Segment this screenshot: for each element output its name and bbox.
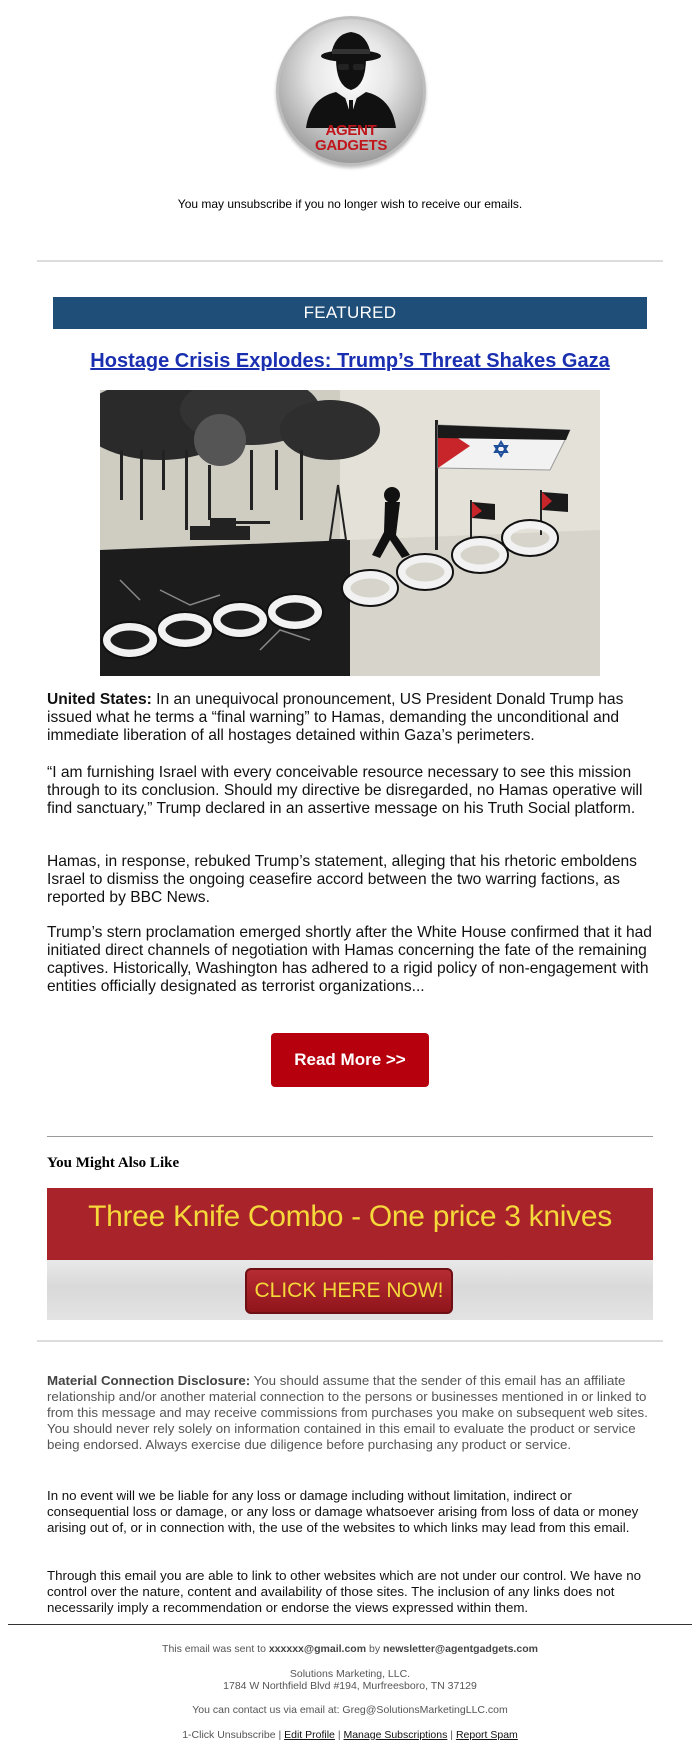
featured-label: FEATURED: [53, 297, 647, 329]
article-paragraph-4: Trump’s stern proclamation emerged shortly after the White House confirmed that it had initiated direct channels of negotiation with Hamas concerning the fate of the remaining captives. Historically, Washington has adhered to a rigid policy of non-engagement with entities officially designated as terrorist organizations...: [47, 924, 652, 995]
agent-gadgets-logo[interactable]: [276, 16, 426, 168]
recipient-email: xxxxxx@gmail.com: [268, 1643, 367, 1655]
company-address: 1784 W Northfield Blvd #194, Murfreesboro, TN 37129: [223, 1680, 477, 1692]
disclosure-p1-text: You should assume that the sender of this email has an affiliate relationship and/or another material connection to the persons or businesses mentioned in or linked to from this message and may receive commissions from purchases you make on subsequent web sites. You should never rely solely on information contained in this email to evaluate the product or service being endorsed. Always exercise due diligence before purchasing any product or service.: [47, 1373, 648, 1452]
contact-line: You can contact us via email at: Greg@SolutionsMarketingLLC.com: [192, 1704, 508, 1716]
liability-paragraph: In no event will we be liable for any loss or damage including without limitation, indirect or consequential loss or damage, or any loss or damage whatsoever arising from loss of data or money arising out of, or in connection with, the use of the websites to which links may lead from this email.: [47, 1488, 639, 1535]
manage-subscriptions-link[interactable]: Manage Subscriptions: [343, 1729, 448, 1741]
knife-combo-ad-banner[interactable]: [47, 1188, 653, 1320]
article-headline-link[interactable]: Hostage Crisis Explodes: Trump’s Threat Shakes Gaza: [90, 350, 610, 372]
article-paragraph-2: “I am furnishing Israel with every conceivable resource necessary to see this mission through to its conclusion. Should my directive be disregarded, no Hamas operative will find sanctuary,” Trump declared in an assertive message on his Truth Social platform.: [47, 764, 643, 817]
one-click-unsubscribe-link[interactable]: 1-Click Unsubscribe: [182, 1729, 276, 1741]
footer-divider: [8, 1624, 692, 1625]
material-disclosure: [47, 1373, 653, 1453]
you-might-also-like-heading: You Might Also Like: [47, 1155, 180, 1171]
sent-prefix: This email was sent to: [162, 1643, 269, 1655]
sender-email: newsletter@agentgadgets.com: [383, 1643, 538, 1655]
footer-links: 1-Click Unsubscribe | Edit Profile | Manage Subscriptions | Report Spam: [182, 1729, 518, 1741]
logo-line-gadgets: GADGETS: [314, 137, 388, 154]
article-paragraph-3: Hamas, in response, rebuked Trump’s statement, alleging that his rhetoric emboldens Israel to dismiss the ongoing ceasefire accord between the two warring factions, as reported by BBC News.: [47, 853, 637, 906]
disclosure-title: Material Connection Disclosure:: [47, 1373, 251, 1388]
unsubscribe-notice: You may unsubscribe if you no longer wish to receive our emails.: [177, 197, 523, 211]
divider: [37, 260, 663, 262]
article-p1-text: In an unequivocal pronouncement, US President Donald Trump has issued what he terms a “final warning” to Hamas, demanding the unconditional and immediate liberation of all hostages detained within Gaza’s perimeters.: [47, 691, 624, 744]
article-paragraph-1: [47, 691, 653, 745]
divider: [37, 1340, 663, 1342]
banner-cta-button[interactable]: CLICK HERE NOW!: [245, 1268, 453, 1314]
logo-line-agent: AGENT: [325, 122, 377, 139]
article-location: United States:: [47, 691, 152, 708]
hostage-crisis-illustration-icon: [100, 390, 600, 676]
sent-by: by: [366, 1643, 383, 1655]
sent-to-line: [0, 1643, 700, 1655]
report-spam-link[interactable]: Report Spam: [455, 1729, 518, 1741]
banner-title: Three Knife Combo - One price 3 knives: [88, 1200, 612, 1233]
read-more-button[interactable]: Read More >>: [271, 1033, 429, 1087]
divider: [47, 1136, 653, 1137]
company-name: Solutions Marketing, LLC.: [289, 1668, 411, 1680]
article-hero-image[interactable]: [100, 390, 600, 676]
external-links-paragraph: Through this email you are able to link to other websites which are not under our control. We have no control over the nature, content and availability of those sites. The inclusion of any links does not necessarily imply a recommendation or endorse the views expressed within them.: [47, 1568, 642, 1615]
edit-profile-link[interactable]: Edit Profile: [284, 1729, 335, 1741]
